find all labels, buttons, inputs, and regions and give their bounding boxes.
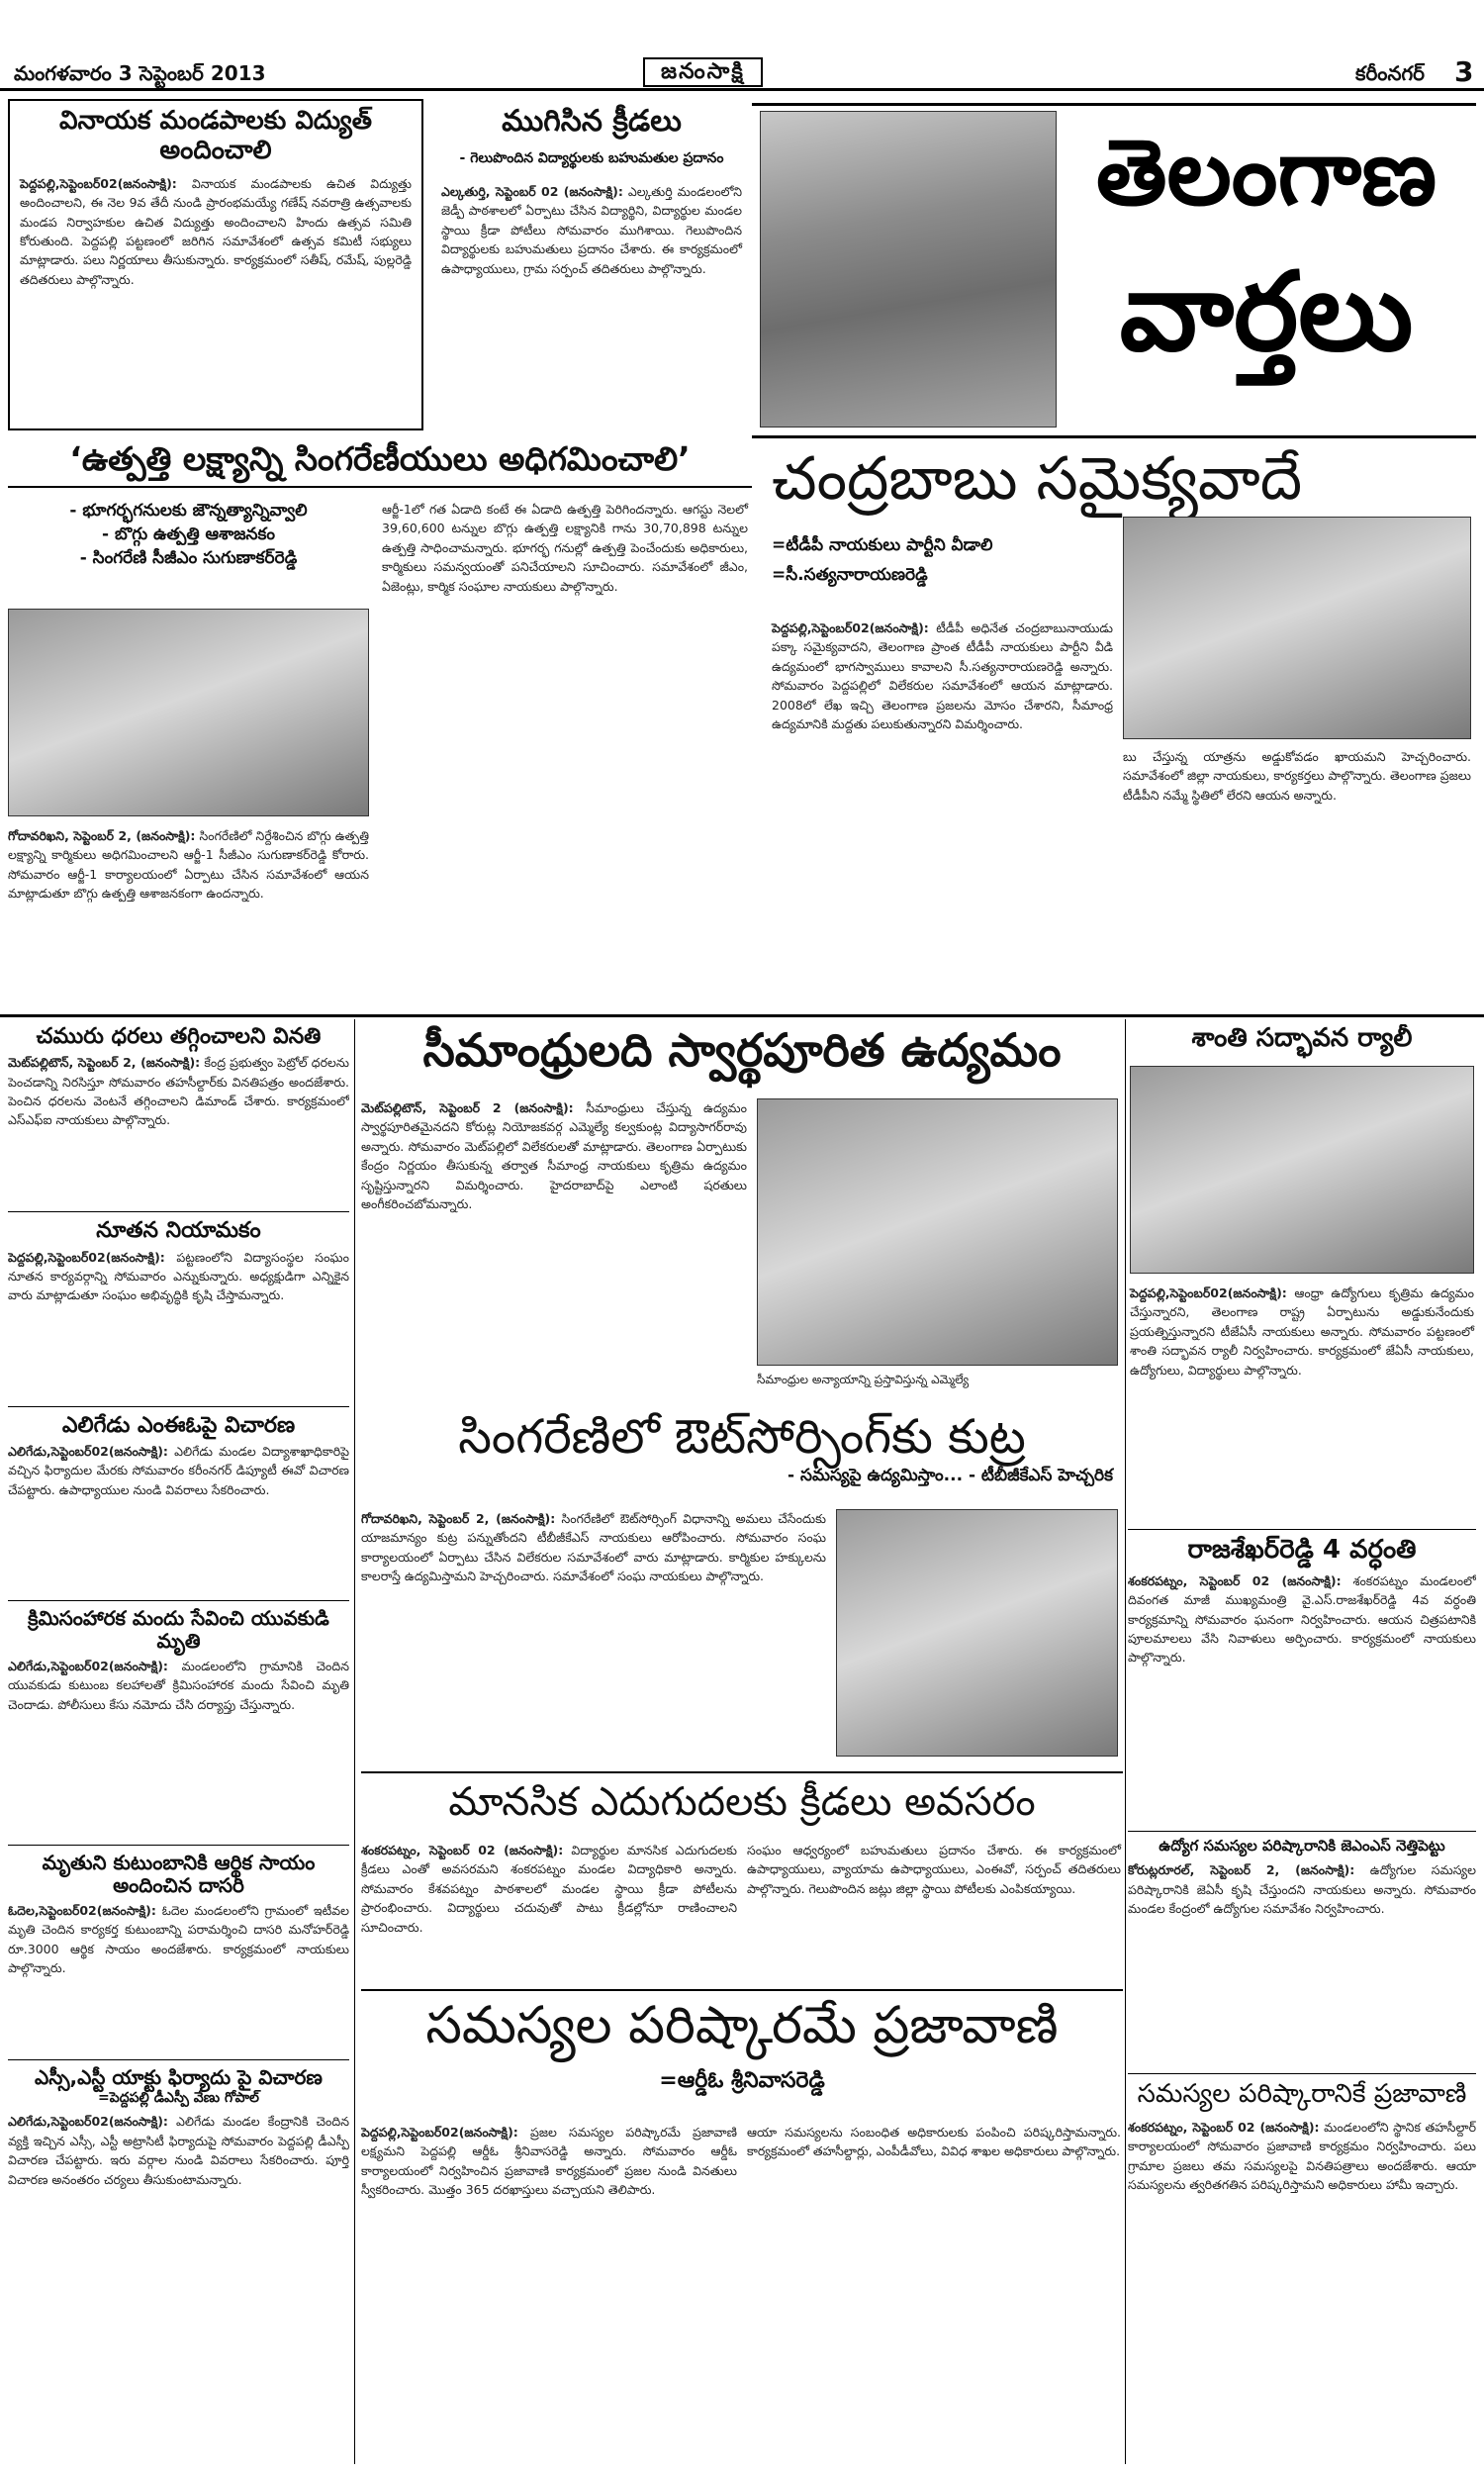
body-text: ఎల్కతుర్తి మండలంలోని జెడ్పీ పాఠశాలలో ఏర్పాటు చేసిన విద్యార్థిని, విద్యార్థుల మండల స్థాయి క్రీడా పోటీలు సోమవారం ముగిశాయి. గెలుపొందిన విద్యార్థులకు బహుమతులు ప్రదానం చేశారు. ఈ కార్యక్రమంలో ఉపాధ్యాయులు, గ్రామ సర్పంచ్ తదితరులు పాల్గొన్నారు. — [441, 184, 742, 276]
issue-date: మంగళవారం 3 సెప్టెంబర్ 2013 — [14, 61, 266, 85]
article-prajavani-2 — [1128, 2073, 1476, 2464]
bullet-1: - భూగర్భగనులకు జౌన్నత్యాన్నివ్వాలి — [69, 501, 308, 521]
page-header — [0, 0, 1484, 91]
masthead-line2: వార్తలు — [1119, 247, 1414, 375]
headline: సమస్యల పరిష్కారమే ప్రజావాణి — [361, 1989, 1123, 2056]
body-text: వినాయక మండపాలకు ఉచిత విద్యుత్తు అందించాలని, ఈ నెల 9వ తేదీ నుండి ప్రారంభమయ్యే గణేష్ నవరాత్రి ఉత్సవాలకు మండప నిర్వాహకుల ఉచిత విద్యుత్తు అందించాలని హిందు ఉత్సవ సమితి కోరుతుంది. పెద్దపల్లి పట్టణంలో జరిగిన సమావేశంలో ఉత్సవ కమిటీ సభ్యులు మాట్లాడారు. పలు నిర్ణయాలు తీసుకున్నారు. కార్యక్రమంలో సతీష్, రమేష్, పుల్లరెడ్డి తదితరులు పాల్గొన్నారు. — [20, 175, 412, 287]
headline: మృతుని కుటుంబానికి ఆర్థిక సాయం అందించిన దాసరి — [8, 1845, 349, 1897]
article-body — [1128, 1571, 1476, 1667]
page-number: 3 — [1454, 55, 1474, 88]
article-ysr — [1128, 1529, 1476, 1826]
dateline: ఎలిగేడు,సెప్టెంబర్02(జనంసాక్షి): — [8, 1443, 168, 1459]
body-text: మండలంలోని స్థానిక తహసీల్దార్ కార్యాలయంలో సోమవారం ప్రజావాణి కార్యక్రమం నిర్వహించారు. పలు గ్రామాల ప్రజలు తమ సమస్యలపై వినతిపత్రాలు అందజేశారు. ఆయా సమస్యలను త్వరితగతిన పరిష్కరిస్తామని అధికారులు హామీ ఇచ్చారు. — [1128, 2119, 1476, 2193]
article-body — [8, 1901, 349, 2049]
article-singareni-target — [8, 440, 752, 1004]
dateline: మెట్‌పల్లిటౌన్, సెప్టెంబర్ 2 (జనంసాక్షి): — [361, 1100, 574, 1115]
subheadline-2: =సీ.సత్యనారాయణరెడ్డి — [772, 564, 928, 585]
tdp-meeting-photo — [1123, 517, 1471, 739]
section-masthead — [1064, 109, 1469, 435]
body-text: సింగరేణిలో ఔట్‌సోర్సింగ్ విధానాన్ని అమలు చేసేందుకు యాజమాన్యం కుట్ర పన్నుతోందని టీబీజీకేఎస్ నాయకులు ఆరోపించారు. సోమవారం సంఘ కార్యాలయంలో ఏర్పాటు చేసిన విలేకరుల సమావేశంలో వారు మాట్లాడారు. కార్మికుల హక్కులను కాలరాస్తే ఉద్యమిస్తామని హెచ్చరించారు. సమావేశంలో సంఘ నాయకులు పాల్గొన్నారు. — [361, 1511, 826, 1584]
headline: చంద్రబాబు సమైక్యవాదే — [772, 445, 1303, 514]
bullet-2: - బొగ్గు ఉత్పత్తి ఆశాజనకం — [102, 523, 275, 544]
dateline: పెద్దపల్లి,సెప్టెంబర్02(జనంసాక్షి): — [772, 620, 929, 635]
body-text: శంకరపట్నం మండలంలో దివంగత మాజీ ముఖ్యమంత్రి వై.ఎస్.రాజశేఖర్‌రెడ్డి 4వ వర్ధంతి కార్యక్రమాన్ని సోమవారం ఘనంగా నిర్వహించారు. ఆయన చిత్రపటానికి పూలమాలలు వేసి నివాళులు అర్పించారు. కార్యక్రమంలో నాయకులు పాల్గొన్నారు. — [1128, 1572, 1476, 1665]
dateline: శంకరపట్నం, సెప్టెంబర్ 02 (జనంసాక్షి): — [1128, 1572, 1342, 1588]
rally-photo — [1130, 1066, 1474, 1274]
article-body — [361, 2123, 737, 2459]
headline: సీమాంధ్రులది స్వార్థపూరిత ఉద్యమం — [422, 1024, 1062, 1077]
body-text: పట్టణంలోని విద్యాసంస్థల సంఘం నూతన కార్యవర్గాన్ని సోమవారం ఎన్నుకున్నారు. అధ్యక్షుడిగా ఎన్నికైన వారు మాట్లాడుతూ సంఘం అభివృద్ధికి కృషి చేస్తామన్నారు. — [8, 1249, 349, 1303]
body-text: మండలంలోని గ్రామానికి చెందిన యువకుడు కుటుంబ కలహాలతో క్రిమిసంహారక మందు సేవించి మృతి చెందాడు. పోలీసులు కేసు నమోదు చేసి దర్యాప్తు చేస్తున్నారు. — [8, 1658, 349, 1712]
article-chandrababu — [762, 445, 1476, 1009]
article-body-cont: బు చేస్తున్న యాత్రను అడ్డుకోవడం ఖాయమని హెచ్చరించారు. సమావేశంలో జిల్లా నాయకులు, కార్యకర్తలు పాల్గొన్నారు. తెలంగాణ ప్రజలు టీడీపీని నమ్మే స్థితిలో లేరని ఆయన అన్నారు. — [1123, 749, 1471, 803]
edition-city: కరీంనగర్ — [1355, 61, 1425, 85]
article-vinayaka — [8, 99, 423, 430]
article-body — [8, 1442, 349, 1590]
divider — [0, 1014, 1484, 1017]
subheadline: - గెలుపొందిన విద్యార్థులకు బహుమతుల ప్రదానం — [459, 149, 724, 166]
headline: ‘ఉత్పత్తి లక్ష్యాన్ని సింగరేణీయులు అధిగమించాలి’ — [8, 440, 752, 488]
dateline: పెద్దపల్లి,సెప్టెంబర్02(జనంసాక్షి): — [20, 175, 177, 191]
headline: నూతన నియామకం — [8, 1211, 349, 1243]
article-body — [1130, 1284, 1474, 1516]
headline: మానసిక ఎదుగుదలకు క్రీడలు అవసరం — [361, 1771, 1123, 1825]
subheadline: - సమస్యపై ఉద్యమిస్తాం... - టీబీజీకేఎస్ హెచ్చరిక — [788, 1466, 1113, 1486]
article-rally — [1128, 1024, 1476, 1519]
body-text: ఎలిగేడు మండల కేంద్రానికి చెందిన వ్యక్తి ఇచ్చిన ఎస్సీ, ఎస్టీ అట్రాసిటీ ఫిర్యాదుపై సోమవారం పెద్దపల్లి డీఎస్పీ విచారణ చేపట్టారు. ఇరు వర్గాల నుండి వివరాలు సేకరించారు. పూర్తి విచారణ అనంతరం చర్యలు తీసుకుంటామన్నారు. — [8, 2114, 349, 2187]
article-body — [1128, 1860, 1476, 1918]
body-text: విద్యార్థుల మానసిక ఎదుగుదలకు క్రీడలు ఎంతో అవసరమని శంకరపట్నం మండల విద్యాధికారి అన్నారు. సోమవారం కేశవపట్నం పాఠశాలలో మండల స్థాయి క్రీడా పోటీలను ప్రారంభించారు. విద్యార్థులు చదువుతో పాటు క్రీడల్లోనూ రాణించాలని సూచించారు. — [361, 1843, 737, 1935]
body-text: కేంద్ర ప్రభుత్వం పెట్రోల్ ధరలను పెంచడాన్ని నిరసిస్తూ సోమవారం తహసీల్దార్‌కు వినతిపత్రం అందజేశారు. పెంచిన ధరలను వెంటనే తగ్గించాలని డిమాండ్ చేశారు. కార్యక్రమంలో ఎస్‌ఎఫ్‌ఐ నాయకులు పాల్గొన్నారు. — [8, 1055, 349, 1128]
subheadline-1: =టీడీపీ నాయకులు పార్టీని వీడాలి — [772, 535, 993, 555]
dateline: పెద్దపల్లి,సెప్టెంబర్02(జనంసాక్షి): — [1130, 1285, 1287, 1300]
body-text: సీమాంధ్రులు చేస్తున్న ఉద్యమం స్వార్థపూరితమైనదని కోరుట్ల నియోజకవర్గ ఎమ్మెల్యే కల్వకుంట్ల విద్యాసాగర్‌రావు అన్నారు. సోమవారం మెట్‌పల్లిలో విలేకరులతో మాట్లాడారు. తెలంగాణ ఏర్పాటుకు కేంద్రం నిర్ణయం తీసుకున్న తర్వాత సీమాంధ్ర నాయకులు కృత్రిమ ఉద్యమం సృష్టిస్తున్నారని విమర్శించారు. హైదరాబాద్‌పై ఎలాంటి షరతులు అంగీకరించబోమన్నారు. — [361, 1100, 747, 1211]
article-outsourcing — [361, 1410, 1123, 1766]
article-body — [361, 1098, 747, 1400]
subheadline: =ఆర్డీఓ శ్రీనివాసరెడ్డి — [659, 2067, 825, 2093]
headline: సమస్యల పరిష్కారానికే ప్రజావాణి — [1128, 2073, 1476, 2110]
body-text: ఆంధ్రా ఉద్యోగులు కృత్రిమ ఉద్యమం చేస్తున్నారని, తెలంగాణ రాష్ట్ర ఏర్పాటును అడ్డుకునేందుకు ప్రయత్నిస్తున్నారని టీజేఏసీ నాయకులు అన్నారు. సోమవారం పట్టణంలో శాంతి సద్భావన ర్యాలీ నిర్వహించారు. కార్యక్రమంలో జేఏసీ నాయకులు, ఉద్యోగులు, విద్యార్థులు పాల్గొన్నారు. — [1130, 1285, 1474, 1378]
bullet-3: - సింగరేణి సీజీఎం సుగుణాకర్‌రెడ్డి — [79, 547, 298, 568]
body-text: సింగరేణిలో నిర్దేశించిన బొగ్గు ఉత్పత్తి లక్ష్యాన్ని కార్మికులు అధిగమించాలని ఆర్జీ-1 సీజీఎం సుగుణాకర్‌రెడ్డి కోరారు. సోమవారం ఆర్జీ-1 కార్యాలయంలో ఏర్పాటు చేసిన సమావేశంలో ఆయన మాట్లాడుతూ బొగ్గు ఉత్పత్తి ఆశాజనకంగా ఉందన్నారు. — [8, 828, 369, 902]
left-column — [8, 1024, 349, 2459]
headline: చమురు ధరలు తగ్గించాలని వినతి — [36, 1024, 322, 1049]
article-body-cont: సంఘం ఆధ్వర్యంలో బహుమతులు ప్రదానం చేశారు. ఈ కార్యక్రమంలో ఉపాధ్యాయులు, వ్యాయామ ఉపాధ్యాయులు, ఎంఈవో, సర్పంచ్ తదితరులు పాల్గొన్నారు. గెలుపొందిన జట్లు జిల్లా స్థాయి పోటీలకు ఎంపికయ్యాయి. — [747, 1843, 1121, 1896]
dateline: శంకరపట్నం, సెప్టెంబర్ 02 (జనంసాక్షి): — [361, 1843, 564, 1857]
headline: ఎలిగేడు ఎంఈఓపై విచారణ — [8, 1406, 349, 1438]
dateline: పెద్దపల్లి,సెప్టెంబర్02(జనంసాక్షి): — [8, 1249, 165, 1265]
headline: ఉద్యోగ సమస్యల పరిష్కారానికి జెఎంఎస్ నెత్తిపెట్టు — [1128, 1831, 1476, 1855]
article-body — [20, 174, 412, 289]
article-body — [8, 1248, 349, 1396]
article-jac — [1128, 1831, 1476, 2068]
newspaper-logo: జనంసాక్షి — [643, 57, 763, 87]
headline: సింగరేణిలో ఔట్‌సోర్సింగ్‌కు కుట్ర — [458, 1410, 1026, 1465]
bullet-list — [8, 500, 369, 570]
article-seemandhra — [361, 1024, 1123, 1405]
dateline: ఎలిగేడు,సెప్టెంబర్02(జనంసాక్షి): — [8, 2114, 168, 2130]
dateline: పెద్దపల్లి,సెప్టెంబర్02(జనంసాక్షి): — [361, 2125, 518, 2140]
body-text: ఓదెల మండలంలోని గ్రామంలో ఇటీవల మృతి చెందిన కార్యకర్త కుటుంబాన్ని పరామర్శించి దాసరి మనోహర్‌రెడ్డి రూ.3000 ఆర్థిక సాయం అందజేశారు. కార్యక్రమంలో నాయకులు పాల్గొన్నారు. — [8, 1902, 349, 1976]
article-body — [8, 1657, 349, 1835]
body-text: టీడీపీ అధినేత చంద్రబాబునాయుడు పక్కా సమైక్యవాదని, తెలంగాణ ప్రాంత టీడీపీ నాయకులు పార్టీని వీడి ఉద్యమంలో భాగస్వాములు కావాలని సీ.సత్యనారాయణరెడ్డి అన్నారు. సోమవారం పెద్దపల్లిలో విలేకరుల సమావేశంలో ఆయన మాట్లాడారు. 2008లో లేఖ ఇచ్చి తెలంగాణ ప్రజలను మోసం చేశారని, సీమాంధ్ర ఉద్యమానికి మద్దతు పలుకుతున్నారని విమర్శించారు. — [772, 620, 1113, 731]
body-text: ఎలిగేడు మండల విద్యాశాఖాధికారిపై వచ్చిన ఫిర్యాదుల మేరకు సోమవారం కరీంనగర్ డిప్యూటీ ఈవో విచారణ చేపట్టారు. ఉపాధ్యాయుల నుండి వివరాలు సేకరించారు. — [8, 1443, 349, 1497]
headline: శాంతి సద్భావన ర్యాలీ — [1191, 1024, 1413, 1053]
dateline: గోదావరిఖని, సెప్టెంబర్ 2, (జనంసాక్షి): — [361, 1511, 556, 1526]
divider — [354, 1019, 355, 2464]
article-body — [8, 1053, 349, 1201]
headline: ముగిసిన క్రీడలు — [502, 104, 682, 139]
union-meeting-photo — [836, 1509, 1118, 1757]
masthead-line1: తెలంగాణ — [1095, 119, 1438, 226]
article-body-cont: ఆర్జీ-1లో గత ఏడాది కంటే ఈ ఏడాది ఉత్పత్తి పెరిగిందన్నారు. ఆగస్టు నెలలో 39,60,600 టన్నుల బొగ్గు ఉత్పత్తి లక్ష్యానికి గాను 30,70,898 టన్నుల ఉత్పత్తి సాధించామన్నారు. భూగర్భ గనుల్లో ఉత్పత్తి పెంచేందుకు అధికారులు, కార్మికులు సమన్వయంతో పనిచేయాలని సూచించారు. సమావేశంలో జీఎం, ఏజెంట్లు, కార్మిక సంఘాల నాయకులు పాల్గొన్నారు. — [382, 502, 748, 594]
article-body — [8, 826, 369, 1004]
dateline: శంకరపట్నం, సెప్టెంబర్ 02 (జనంసాక్షి): — [1128, 2119, 1320, 2135]
mla-photo — [757, 1098, 1118, 1366]
headline: వినాయక మండపాలకు విద్యుత్ అందించాలి — [58, 106, 373, 165]
divider — [752, 435, 1476, 438]
body-text: ప్రజల సమస్యల పరిష్కారమే ప్రజావాణి లక్ష్యమని పెద్దపల్లి ఆర్డీఓ శ్రీనివాసరెడ్డి అన్నారు. సోమవారం ఆర్డీఓ కార్యాలయంలో నిర్వహించిన ప్రజావాణి కార్యక్రమంలో ప్రజల నుండి వినతులు స్వీకరించారు. మొత్తం 365 దరఖాస్తులు వచ్చాయని తెలిపారు. — [361, 2125, 737, 2198]
article-body — [361, 1509, 826, 1761]
headline: క్రిమిసంహారక మందు సేవించి యువకుడి మృతి — [8, 1600, 349, 1653]
article-body — [361, 1841, 737, 1984]
article-body — [772, 618, 1113, 1004]
divider — [752, 103, 1476, 106]
article-body — [441, 182, 742, 278]
fort-photo — [760, 111, 1057, 428]
headline: రాజశేఖర్‌రెడ్డి 4 వర్ధంతి — [1128, 1529, 1476, 1566]
meeting-photo — [8, 609, 369, 816]
article-sports — [433, 99, 750, 430]
article-body-cont: ఆయా సమస్యలను సంబంధిత అధికారులకు పంపించి పరిష్కరిస్తామన్నారు. కార్యక్రమంలో తహసీల్దార్లు, ఎంపీడీవోలు, వివిధ శాఖల అధికారులు పాల్గొన్నారు. — [747, 2125, 1121, 2159]
article-prajavani — [361, 1989, 1123, 2464]
article-body — [8, 2112, 349, 2189]
dateline: కోరుట్లరూరల్, సెప్టెంబర్ 2, (జనంసాక్షి): — [1128, 1862, 1355, 1878]
subheadline: =పెద్దపల్లి డీఎస్పీ వేణు గోపాల్ — [98, 2089, 259, 2106]
dateline: ఎలిగేడు,సెప్టెంబర్02(జనంసాక్షి): — [8, 1658, 168, 1673]
article-body — [1128, 2118, 1476, 2195]
dateline: ఓదెల,సెప్టెంబర్02(జనంసాక్షి): — [8, 1902, 156, 1918]
body-text: ఉద్యోగుల సమస్యల పరిష్కారానికి జెఏసీ కృషి చేస్తుందని నాయకులు అన్నారు. సోమవారం మండల కేంద్రంలో ఉద్యోగుల సమావేశం నిర్వహించారు. — [1128, 1862, 1476, 1916]
photo-caption: సీమాంధ్రుల అన్యాయాన్ని ప్రస్తావిస్తున్న ఎమ్మెల్యే — [757, 1373, 970, 1386]
subheadings — [772, 534, 1088, 588]
dateline: ఎల్కతుర్తి, సెప్టెంబర్ 02 (జనంసాక్షి): — [441, 184, 623, 200]
dateline: మెట్‌పల్లిటౌన్, సెప్టెంబర్ 2, (జనంసాక్షి): — [8, 1055, 201, 1071]
dateline: గోదావరిఖని, సెప్టెంబర్ 2, (జనంసాక్షి): — [8, 828, 196, 843]
headline: ఎస్సీ,ఎస్టీ యాక్టు ఫిర్యాదు పై విచారణ — [8, 2059, 349, 2089]
article-sports-mind — [361, 1771, 1123, 1984]
divider — [1125, 1019, 1126, 2464]
